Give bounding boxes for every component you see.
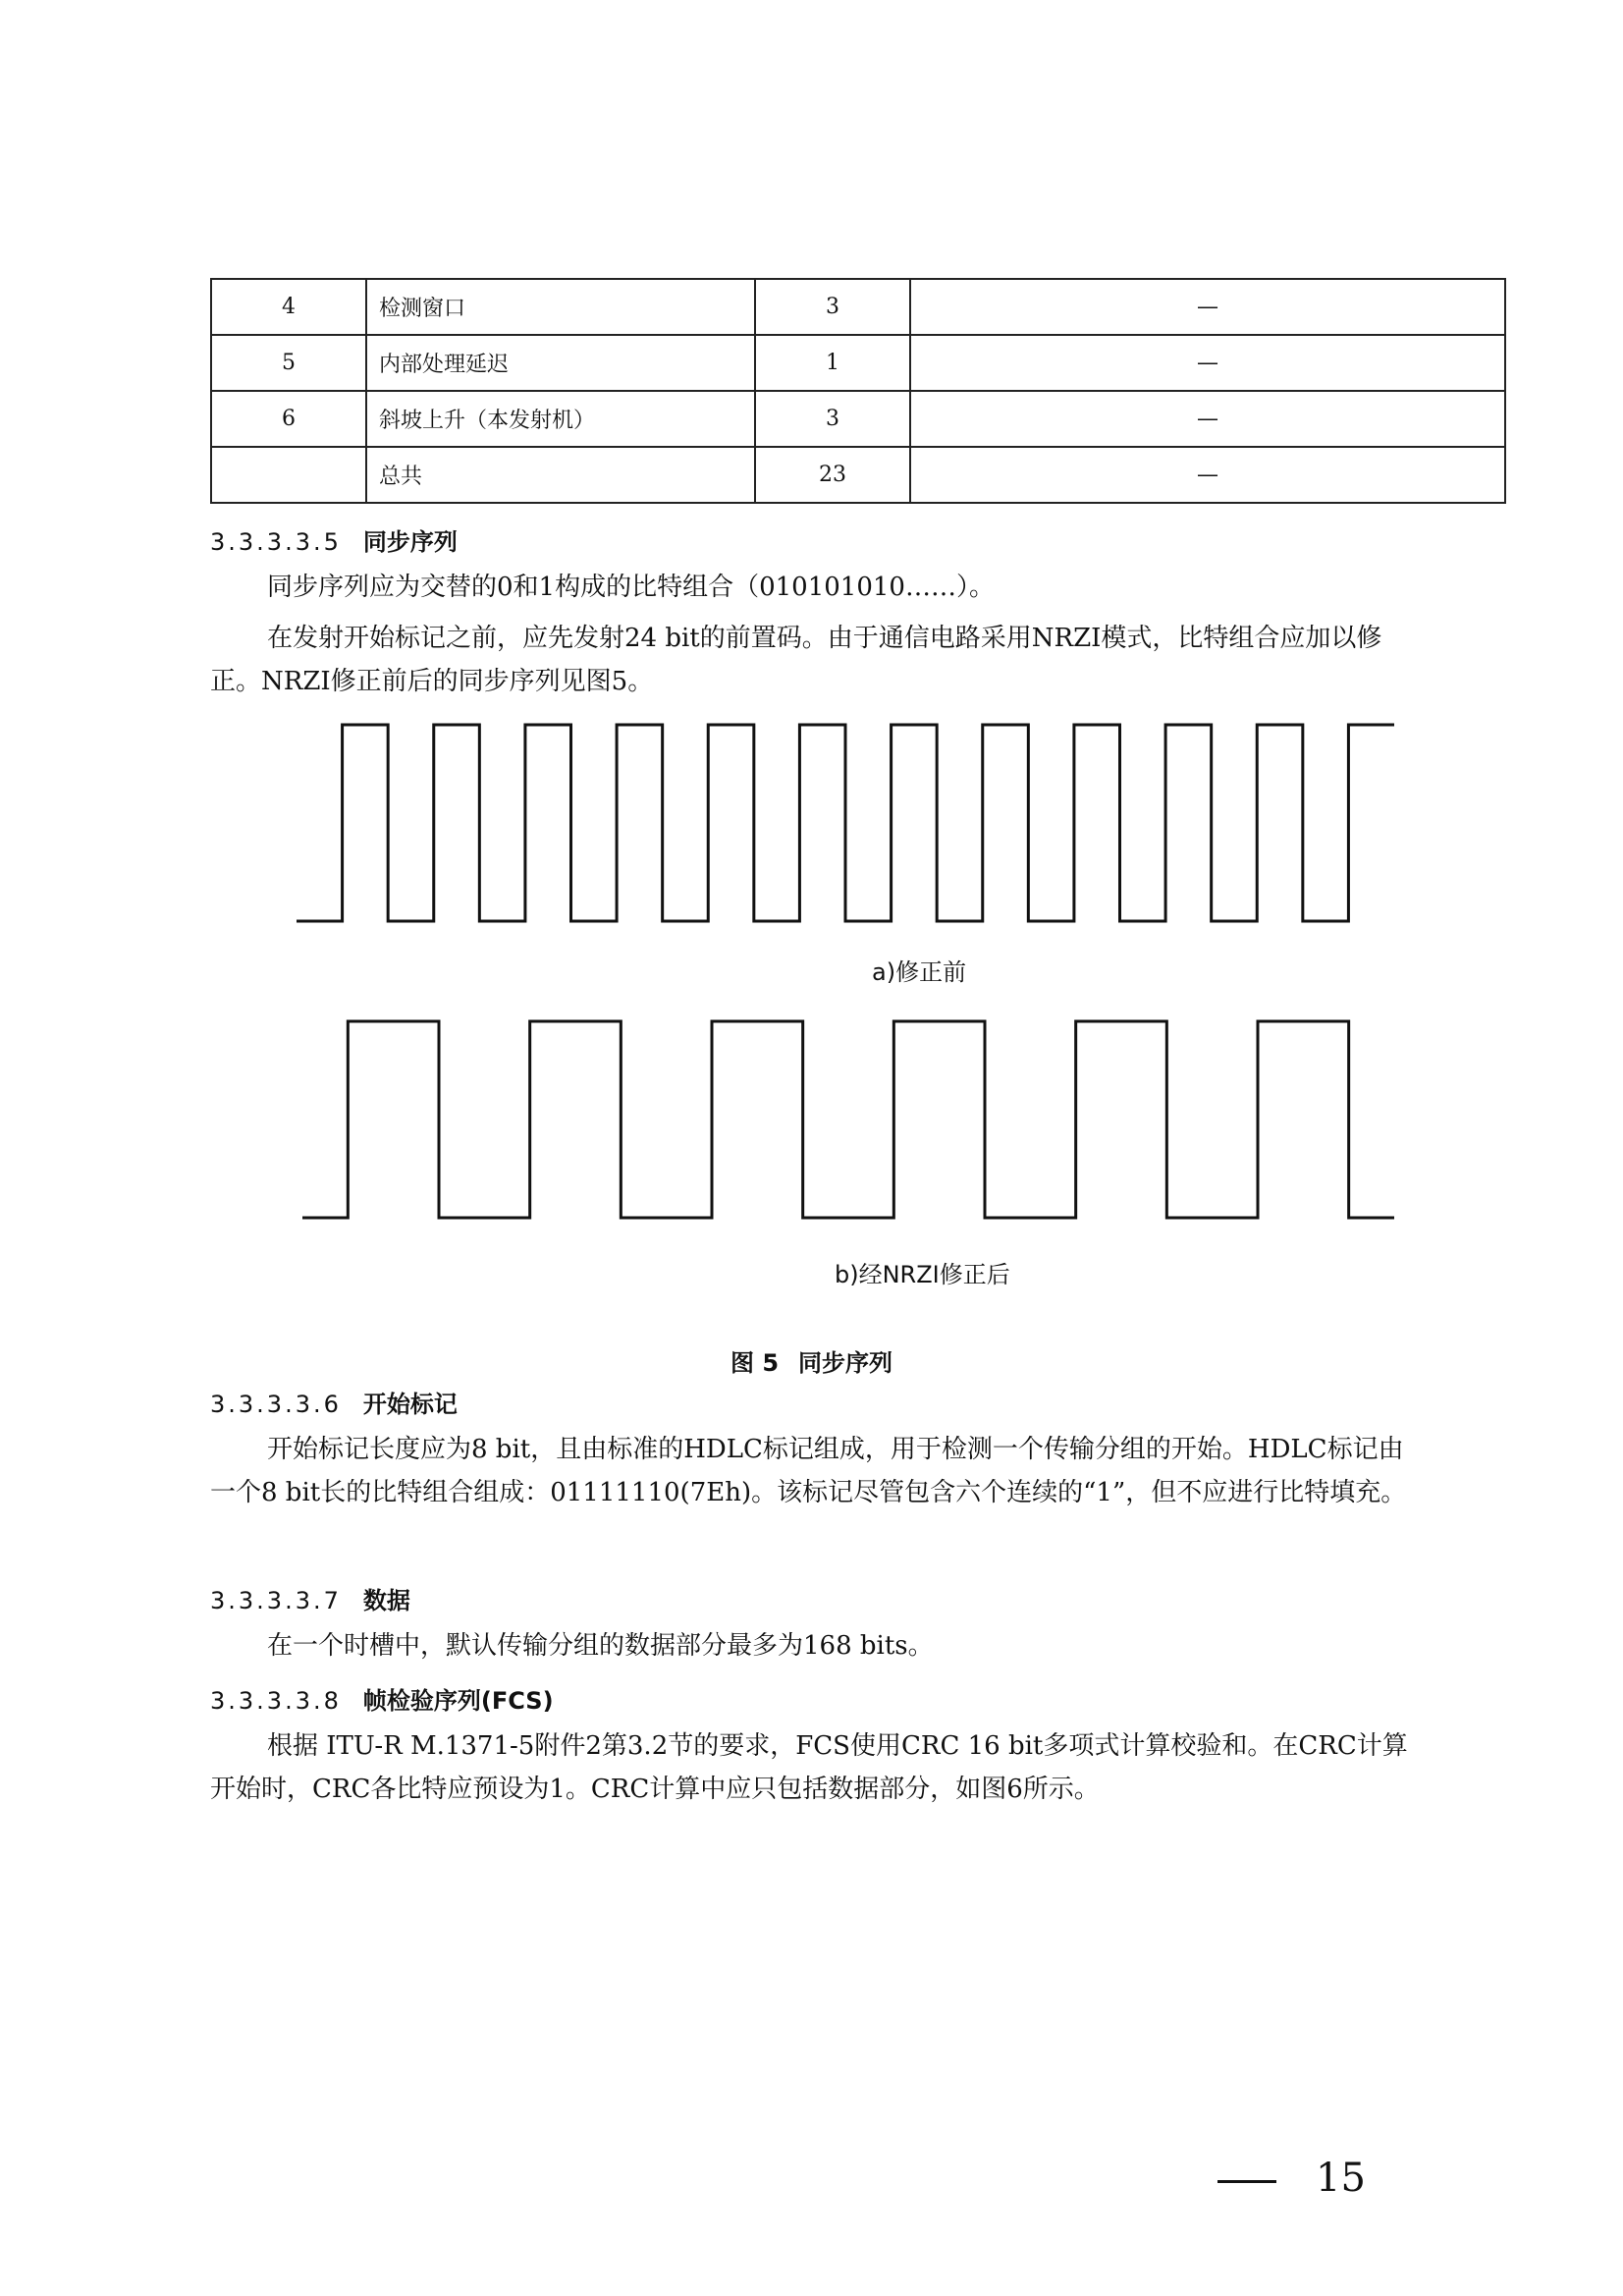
- section-title: 帧检验序列(FCS): [362, 1687, 554, 1715]
- caption-a: a)修正前: [872, 958, 967, 986]
- section-heading-start-flag: [210, 1385, 458, 1419]
- paragraph-sync-1: 同步序列应为交替的0和1构成的比特组合（010101010……）。: [267, 573, 995, 602]
- paragraph-sync-2: 在发射开始标记之前，应先发射24 bit的前置码。由于通信电路采用NRZI模式，比特组合应加以修正。NRZI修正前后的同步序列见图5。: [210, 624, 1382, 696]
- waveform-after-nrzi: [302, 1021, 1394, 1218]
- row-number: 4: [211, 279, 366, 335]
- section-number: 3.3.3.3.6: [210, 1391, 342, 1418]
- page-number-value: 15: [1316, 2156, 1366, 2201]
- row-note: —: [910, 279, 1505, 335]
- section-title: 数据: [362, 1587, 410, 1614]
- page-number-dash: [1217, 2180, 1276, 2183]
- row-number: 6: [211, 391, 366, 447]
- figure-label: 图 5: [730, 1349, 780, 1377]
- figure-title: [0, 1343, 1623, 1378]
- row-number: 5: [211, 335, 366, 391]
- section-number: 3.3.3.3.7: [210, 1587, 342, 1614]
- row-name: 检测窗口: [366, 279, 755, 335]
- section-number: 3.3.3.3.5: [210, 528, 342, 556]
- row-name: 斜坡上升（本发射机）: [366, 391, 755, 447]
- section-number: 3.3.3.3.8: [210, 1687, 342, 1715]
- waveform-before-correction: [297, 725, 1394, 921]
- row-value: 23: [755, 447, 910, 503]
- waveform-line-b: [302, 1021, 1394, 1218]
- row-note: —: [910, 447, 1505, 503]
- row-value: 1: [755, 335, 910, 391]
- row-value: 3: [755, 279, 910, 335]
- section-heading-fcs: [210, 1681, 554, 1716]
- row-value: 3: [755, 391, 910, 447]
- row-note: —: [910, 391, 1505, 447]
- figure-caption-title: 同步序列: [798, 1349, 893, 1377]
- paragraph-start-flag: 开始标记长度应为8 bit，且由标准的HDLC标记组成，用于检测一个传输分组的开始。HDLC标记由一个8 bit长的比特组合组成：01111110(7Eh)。该标记尽管包含六个连续的“1”，但不应进行比特填充。: [210, 1435, 1407, 1507]
- paragraph-fcs: 根据 ITU-R M.1371-5附件2第3.2节的要求，FCS使用CRC 16 bit多项式计算校验和。在CRC计算开始时，CRC各比特应预设为1。CRC计算中应只包括数据部分，如图6所示。: [210, 1731, 1408, 1804]
- section-title: 开始标记: [362, 1391, 458, 1418]
- row-name: 内部处理延迟: [366, 335, 755, 391]
- page-number: [1217, 2156, 1366, 2201]
- paragraph-data: 在一个时槽中，默认传输分组的数据部分最多为168 bits。: [267, 1631, 934, 1661]
- section-title: 同步序列: [362, 528, 458, 556]
- row-note: —: [910, 335, 1505, 391]
- section-heading-data: [210, 1581, 410, 1615]
- waveform-line-a: [297, 725, 1394, 921]
- row-name: 总共: [366, 447, 755, 503]
- caption-b: b)经NRZI修正后: [835, 1261, 1010, 1288]
